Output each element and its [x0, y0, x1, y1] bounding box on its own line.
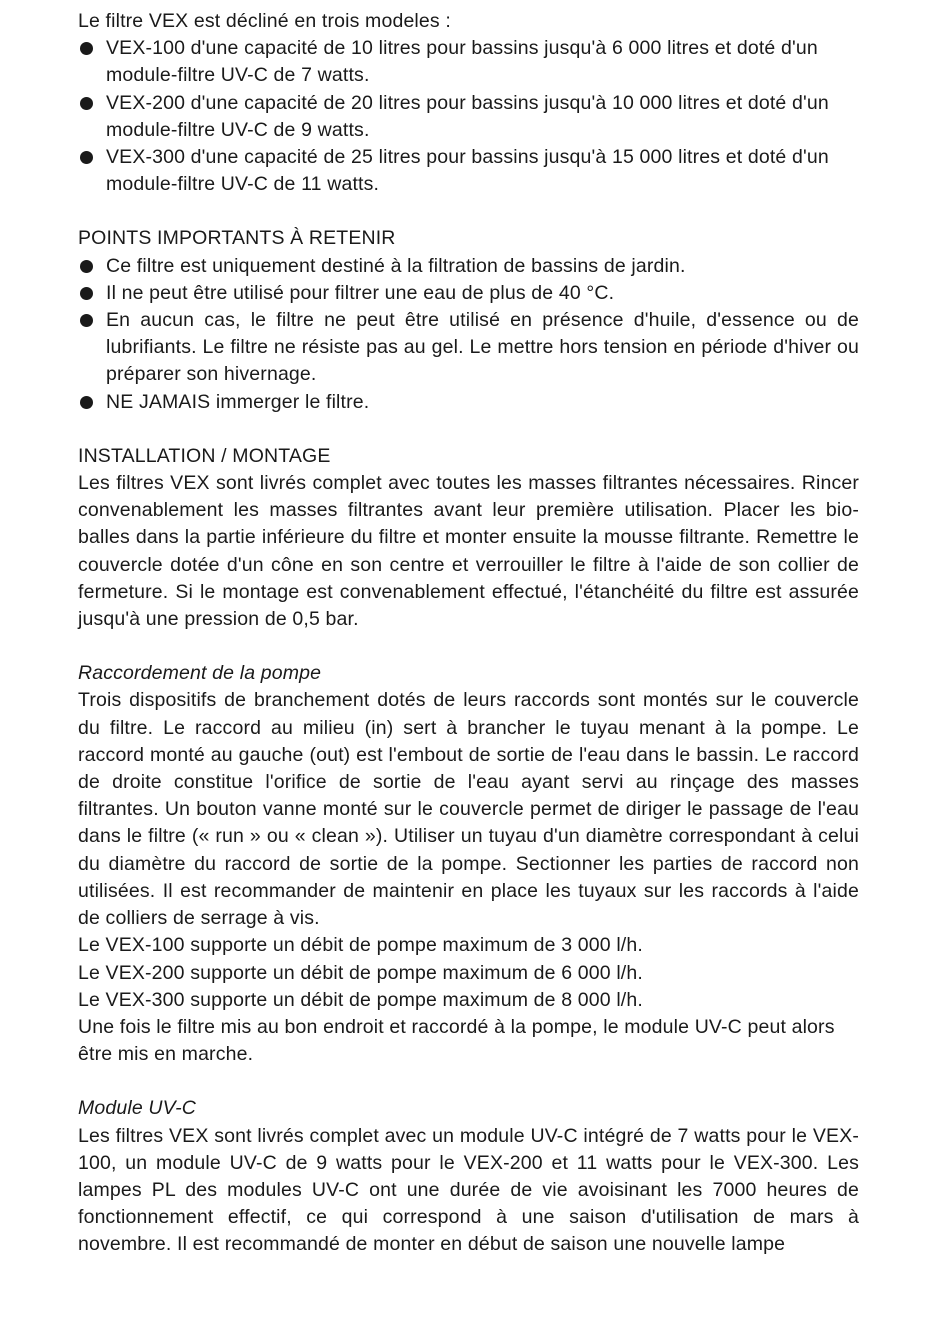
bullet-icon	[80, 42, 93, 55]
list-item: Ce filtre est uniquement destiné à la filtration de bassins de jardin.	[78, 253, 859, 280]
list-item: VEX-300 d'une capacité de 25 litres pour bassins jusqu'à 15 000 litres et doté d'un module-filtre UV-C de 11 watts.	[78, 144, 859, 198]
bullet-icon	[80, 314, 93, 327]
section-heading-points: POINTS IMPORTANTS À RETENIR	[78, 227, 396, 250]
bullet-icon	[80, 97, 93, 110]
models-list	[78, 35, 859, 198]
list-item: VEX-100 d'une capacité de 10 litres pour bassins jusqu'à 6 000 litres et doté d'un module-filtre UV-C de 7 watts.	[78, 35, 859, 89]
intro-text: Le filtre VEX est décliné en trois modeles :	[78, 10, 451, 32]
bullet-icon	[80, 260, 93, 273]
bullet-icon	[80, 396, 93, 409]
section-heading-installation: INSTALLATION / MONTAGE	[78, 444, 331, 467]
pump-flow-vex100: Le VEX-100 supporte un débit de pompe maximum de 3 000 l/h.	[78, 934, 643, 957]
subsection-heading-pump: Raccordement de la pompe	[78, 662, 322, 685]
list-item: VEX-200 d'une capacité de 20 litres pour bassins jusqu'à 10 000 litres et doté d'un module-filtre UV-C de 9 watts.	[78, 90, 859, 144]
installation-paragraph: Les filtres VEX sont livrés complet avec toutes les masses filtrantes nécessaires. Rincer convenablement les masses filtrantes avant leur première utilisation. Placer les bio-balles dans la partie inférieure du filtre et monter ensuite la mousse filtrante. Remettre le couvercle dotée d'un cône en son centre et verrouiller le filtre à l'aide de son collier de fermeture. Si le montage est convenablement effectué, l'étanchéité du filtre est assurée jusqu'à une pression de 0,5 bar.	[78, 472, 859, 631]
pump-uvc-note: Une fois le filtre mis au bon endroit et raccordé à la pompe, le module UV-C peut alors être mis en marche.	[78, 1015, 835, 1066]
points-list	[78, 253, 859, 416]
pump-paragraph: Trois dispositifs de branchement dotés de leurs raccords sont montés sur le couvercle du filtre. Le raccord au milieu (in) sert à brancher le tuyau menant à la pompe. Le raccord monté au gauche (out) est l'embout de sortie de l'eau dans le bassin. Le raccord de droite constitue l'orifice de sortie de l'eau ayant servi au rinçage des masses filtrantes. Un bouton vanne monté sur le couvercle permet de diriger le passage de l'eau dans le filtre (« run » ou « clean »). Utiliser un tuyau d'un diamètre correspondant à celui du diamètre du raccord de sortie de la pompe. Sectionner les parties de raccord non utilisées. Il est recommander de maintenir en place les tuyaux sur les raccords à l'aide de colliers de serrage à vis.	[78, 689, 859, 930]
subsection-heading-uvc: Module UV-C	[78, 1097, 196, 1120]
pump-flow-vex200: Le VEX-200 supporte un débit de pompe maximum de 6 000 l/h.	[78, 961, 643, 984]
list-item: Il ne peut être utilisé pour filtrer une eau de plus de 40 °C.	[78, 280, 859, 307]
bullet-icon	[80, 151, 93, 164]
list-item: En aucun cas, le filtre ne peut être utilisé en présence d'huile, d'essence ou de lubrifiants. Le filtre ne résiste pas au gel. Le mettre hors tension en période d'hiver ou préparer son hivernage.	[78, 307, 859, 389]
uvc-paragraph: Les filtres VEX sont livrés complet avec un module UV-C intégré de 7 watts pour le VEX-100, un module UV-C de 9 watts pour le VEX-200 et 11 watts pour le VEX-300. Les lampes PL des modules UV-C ont une durée de vie avoisinant les 7000 heures de fonctionnement effectif, ce qui correspond à une saison d'utilisation de mars à novembre. Il est recommandé de monter en début de saison une nouvelle lampe	[78, 1124, 859, 1256]
pump-flow-vex300: Le VEX-300 supporte un débit de pompe maximum de 8 000 l/h.	[78, 988, 643, 1011]
document-page	[78, 8, 859, 1259]
bullet-icon	[80, 287, 93, 300]
list-item: NE JAMAIS immerger le filtre.	[78, 389, 859, 416]
